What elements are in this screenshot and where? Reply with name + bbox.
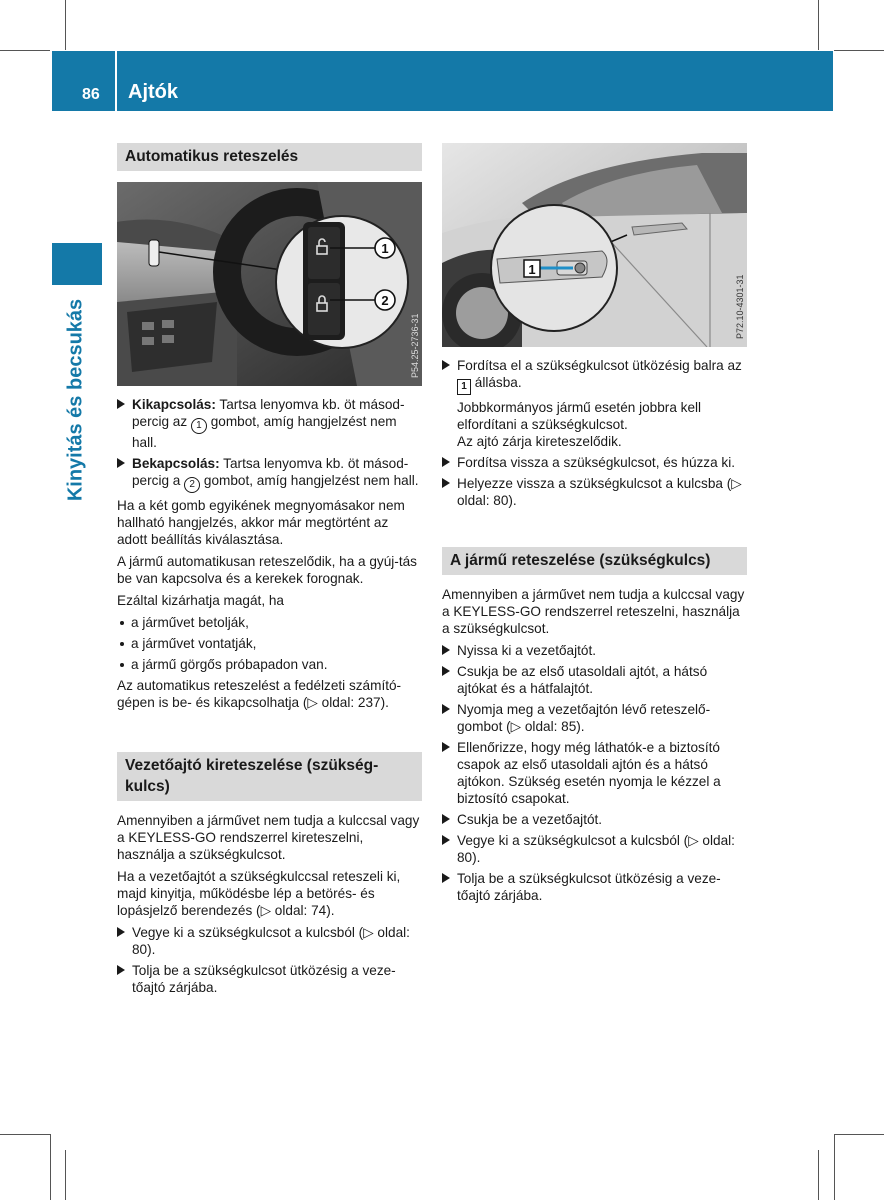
step-item <box>117 924 422 958</box>
step-text: Tartsa lenyomva kb. öt másod-percig az <box>132 397 405 429</box>
step-note: Jobbkormányos jármű esetén jobbra kell elfordítani a szükségkulcsot. <box>457 400 702 432</box>
step-text: Csukja be az első utasoldali ajtót, a hátsó ajtókat és a hátfalajtót. <box>457 664 708 696</box>
section-heading-driver-door: Vezetőajtó kireteszelése (szükség-kulcs) <box>117 752 422 801</box>
crop-mark <box>65 0 66 50</box>
paragraph: Amennyiben a járművet nem tudja a kulccsal vagy a KEYLESS-GO rendszerrel kireteszelni, használja a szükségkulcsot. <box>117 813 420 862</box>
list-item-text: a járművet betolják, <box>131 615 249 630</box>
step-item <box>442 870 747 904</box>
arrow-icon <box>442 645 450 655</box>
paragraph: Ha a két gomb egyikének megnyomásakor nem hallható hangjelzés, akkor már megtörtént az adott beállítás kiválasztása. <box>117 498 405 547</box>
right-column <box>442 143 747 908</box>
step-text: állásba. <box>471 375 522 390</box>
image-id-label: P54.25-2736-31 <box>410 313 420 378</box>
step-text: Tolja be a szükségkulcsot ütközésig a veze-tőajtó zárjába. <box>132 963 396 995</box>
page-number: 86 <box>82 86 100 103</box>
image-id-label: P72.10-4301-31 <box>735 274 745 339</box>
step-item <box>442 739 747 807</box>
section-heading-vehicle-lock: A jármű reteszelése (szükségkulcs) <box>442 547 747 575</box>
callout-2: 2 <box>381 293 389 308</box>
step-item <box>442 811 747 828</box>
step-item <box>117 396 422 451</box>
step-text: Csukja be a vezetőajtót. <box>457 812 603 827</box>
ref-circle: 1 <box>191 418 207 434</box>
paragraph: Ha a vezetőajtót a szükségkulccsal reteszeli ki, majd kinyitja, működésbe lép a betörés- és lopásjelző berendezés (▷ oldal: 74). <box>117 869 401 918</box>
step-item <box>442 642 747 659</box>
step-item <box>442 701 747 735</box>
step-item <box>442 475 747 509</box>
bullet-icon <box>120 663 124 667</box>
ref-circle: 2 <box>184 477 200 493</box>
step-text: Tolja be a szükségkulcsot ütközésig a veze-tőajtó zárjába. <box>457 871 721 903</box>
step-text: Ellenőrizze, hogy még láthatók-e a biztosító csapok az első utasoldali ajtón és a hátsó ajtókon. Szükség esetén nyomja le kézzel a biztosító csapokat. <box>457 740 721 806</box>
door-lock-buttons-image <box>117 182 422 386</box>
ref-box: 1 <box>457 379 471 395</box>
crop-mark <box>834 1134 884 1135</box>
arrow-icon <box>442 457 450 467</box>
arrow-icon <box>442 666 450 676</box>
crop-mark <box>818 0 819 50</box>
side-tab-label: Kinyitás és becsukás <box>64 298 87 502</box>
door-key-lock-image <box>442 143 747 347</box>
step-item <box>117 962 422 996</box>
step-item <box>117 455 422 493</box>
crop-mark <box>50 1134 51 1200</box>
side-tab-marker <box>52 243 102 285</box>
step-label: Bekapcsolás: <box>132 456 220 471</box>
left-column <box>117 143 422 1000</box>
step-item <box>442 454 747 471</box>
arrow-icon <box>442 873 450 883</box>
door-panel-illustration <box>117 182 422 386</box>
crop-mark <box>818 1150 819 1200</box>
paragraph: Amennyiben a járművet nem tudja a kulccsal vagy a KEYLESS-GO rendszerrel reteszelni, használja a szükségkulcsot. <box>442 587 745 636</box>
arrow-icon <box>442 835 450 845</box>
arrow-icon <box>117 399 125 409</box>
chapter-title: Ajtók <box>128 81 178 103</box>
crop-mark <box>0 1134 50 1135</box>
arrow-icon <box>442 742 450 752</box>
step-text: gombot, amíg hangjelzést nem hall. <box>132 414 397 450</box>
arrow-icon <box>117 458 125 468</box>
list-item <box>117 656 422 673</box>
step-text: Nyissa ki a vezetőajtót. <box>457 643 597 658</box>
paragraph: A jármű automatikusan reteszelődik, ha a gyúj-tás be van kapcsolva és a kerekek forognak. <box>117 554 417 586</box>
step-text: Helyezze vissza a szükségkulcsot a kulcsba (▷ oldal: 80). <box>457 476 742 508</box>
step-text: Vegye ki a szükségkulcsot a kulcsból (▷ oldal: 80). <box>132 925 410 957</box>
crop-mark <box>834 1134 835 1200</box>
callout-1: 1 <box>528 262 536 277</box>
callout-1: 1 <box>381 241 389 256</box>
step-result: Az ajtó zárja kireteszelődik. <box>457 434 622 449</box>
header-divider <box>115 51 117 111</box>
crop-mark <box>65 1150 66 1200</box>
list-item-text: a jármű görgős próbapadon van. <box>131 657 328 672</box>
list-item-text: a járművet vontatják, <box>131 636 257 651</box>
step-label: Kikapcsolás: <box>132 397 216 412</box>
step-item <box>442 663 747 697</box>
step-text: Tartsa lenyomva kb. öt másod-percig a <box>132 456 409 488</box>
step-text: gombot, amíg hangjelzést nem hall. <box>200 473 419 488</box>
step-item <box>442 832 747 866</box>
step-item <box>442 357 747 450</box>
list-item <box>117 614 422 631</box>
list-item <box>117 635 422 652</box>
step-text: Vegye ki a szükségkulcsot a kulcsból (▷ oldal: 80). <box>457 833 735 865</box>
step-text: Fordítsa vissza a szükségkulcsot, és húzza ki. <box>457 455 736 470</box>
arrow-icon <box>117 965 125 975</box>
arrow-icon <box>442 704 450 714</box>
car-door-illustration <box>442 143 747 347</box>
paragraph: Ezáltal kizárhatja magát, ha <box>117 593 284 608</box>
arrow-icon <box>442 478 450 488</box>
arrow-icon <box>442 360 450 370</box>
arrow-icon <box>442 814 450 824</box>
bullet-icon <box>120 642 124 646</box>
arrow-icon <box>117 927 125 937</box>
bullet-icon <box>120 621 124 625</box>
section-heading-auto-lock: Automatikus reteszelés <box>117 143 422 171</box>
step-text: Fordítsa el a szükségkulcsot ütközésig balra az <box>457 358 742 373</box>
crop-mark <box>834 50 884 51</box>
paragraph: Az automatikus reteszelést a fedélzeti számító-gépen is be- és kikapcsolhatja (▷ oldal: 237). <box>117 678 402 710</box>
step-text: Nyomja meg a vezetőajtón lévő reteszelő-gombot (▷ oldal: 85). <box>457 702 711 734</box>
crop-mark <box>0 50 50 51</box>
